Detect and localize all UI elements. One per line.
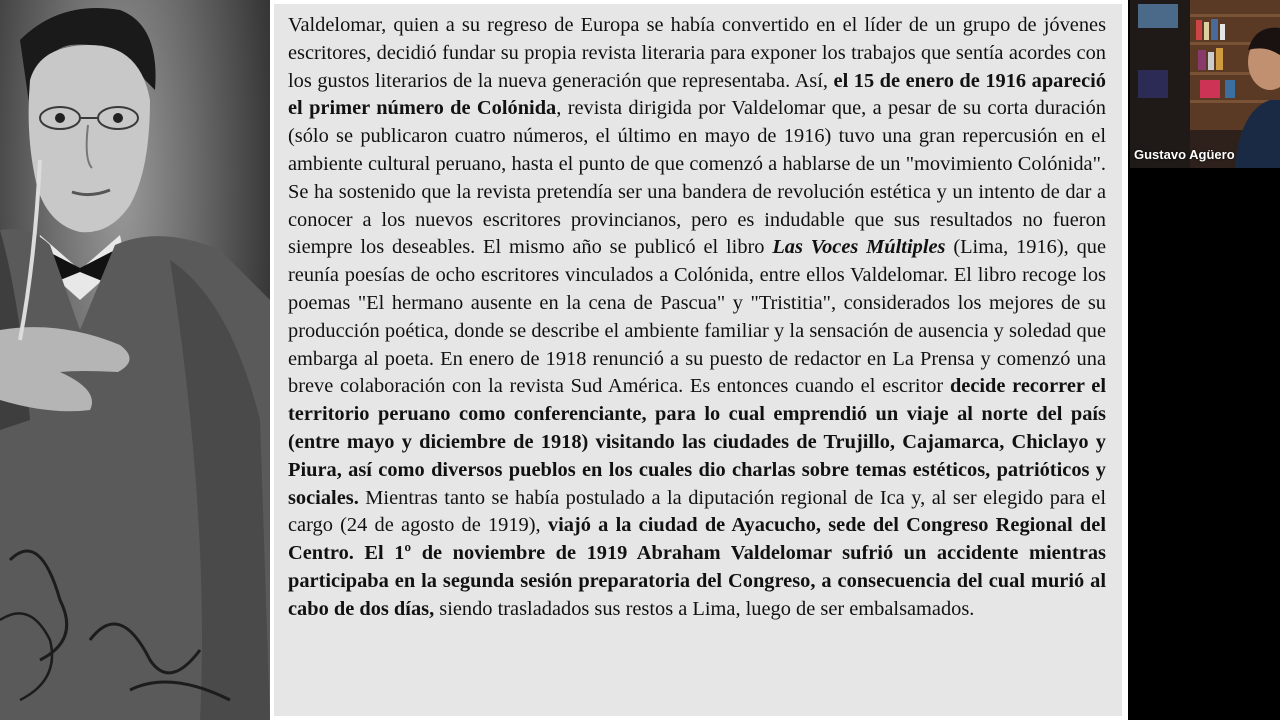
participant-video-tile[interactable] [1130, 0, 1280, 168]
bold-text-segment: decide recorrer el territorio peruano como conferenciante, para lo cual emprendió un viaje al norte del país (entre mayo y diciembre de 1918) visitando las ciudades de Trujillo, Cajamarca, Chiclayo y Piura, así como diversos pueblos en los cuales dio charlas sobre temas estéticos, patrióticos y sociales. [288, 375, 1107, 509]
video-panel [1128, 0, 1280, 720]
participant-name-label: Gustavo Agüero [1134, 147, 1235, 162]
bold-text-segment: el 15 de enero de 1916 apareció el primer número de Colónida [288, 69, 1107, 120]
slide-body-paragraph [288, 12, 1106, 624]
portrait-photo [0, 0, 270, 720]
participant-video-feed [1130, 0, 1280, 168]
text-segment: , revista dirigida por Valdelomar que, a pesar de su corta duración (sólo se publicaron cuatro números, el último en mayo de 1916) tuvo una gran repercusión en el ambiente cultural peruano, hasta el punto de que comenzó a hablarse de un "movimiento Colónida". Se ha sostenido que la revista pretendía ser una bandera de revolución estética y un intento de dar a conocer a los nuevos escritores provincianos, pero es indudable que sus resultados no fueron siempre los deseables. El mismo año se publicó el libro [288, 97, 1106, 259]
presentation-slide [270, 0, 1128, 720]
text-segment: Valdelomar, quien a su regreso de Europa se había convertido en el líder de un grupo de jóvenes escritores, decidió fundar su propia revista literaria para exponer los trabajos que sentía acordes con los gustos literarios de la nueva generación que representaba. Así, [288, 14, 1106, 92]
portrait-illustration [0, 0, 270, 720]
text-segment: Mientras tanto se había postulado a la diputación regional de Ica y, al ser elegido para el cargo (24 de agosto de 1919), [288, 486, 1106, 537]
slide-text-box [274, 4, 1122, 716]
text-segment: siendo trasladados sus restos a Lima, luego de ser embalsamados. [434, 597, 975, 620]
text-segment: (Lima, 1916), que reunía poesías de ocho escritores vinculados a Colónida, entre ellos Valdelomar. El libro recoge los poemas "El hermano ausente en la cena de Pascua" y "Tristitia", considerados los mejores de su producción poética, donde se describe el ambiente familiar y la sensación de ausencia y soledad que embarga al poeta. En enero de 1918 renunció a su puesto de redactor en La Prensa y comenzó una breve colaboración con la revista Sud América. Es entonces cuando el escritor [288, 236, 1107, 398]
italic-text-segment: Las Voces Múltiples [772, 236, 946, 259]
bold-text-segment: viajó a la ciudad de Ayacucho, sede del Congreso Regional del Centro. El 1º de noviembre de 1919 Abraham Valdelomar sufrió un accidente mientras participaba en la segunda sesión preparatoria del Congreso, a consecuencia del cual murió al cabo de dos días, [288, 514, 1106, 620]
